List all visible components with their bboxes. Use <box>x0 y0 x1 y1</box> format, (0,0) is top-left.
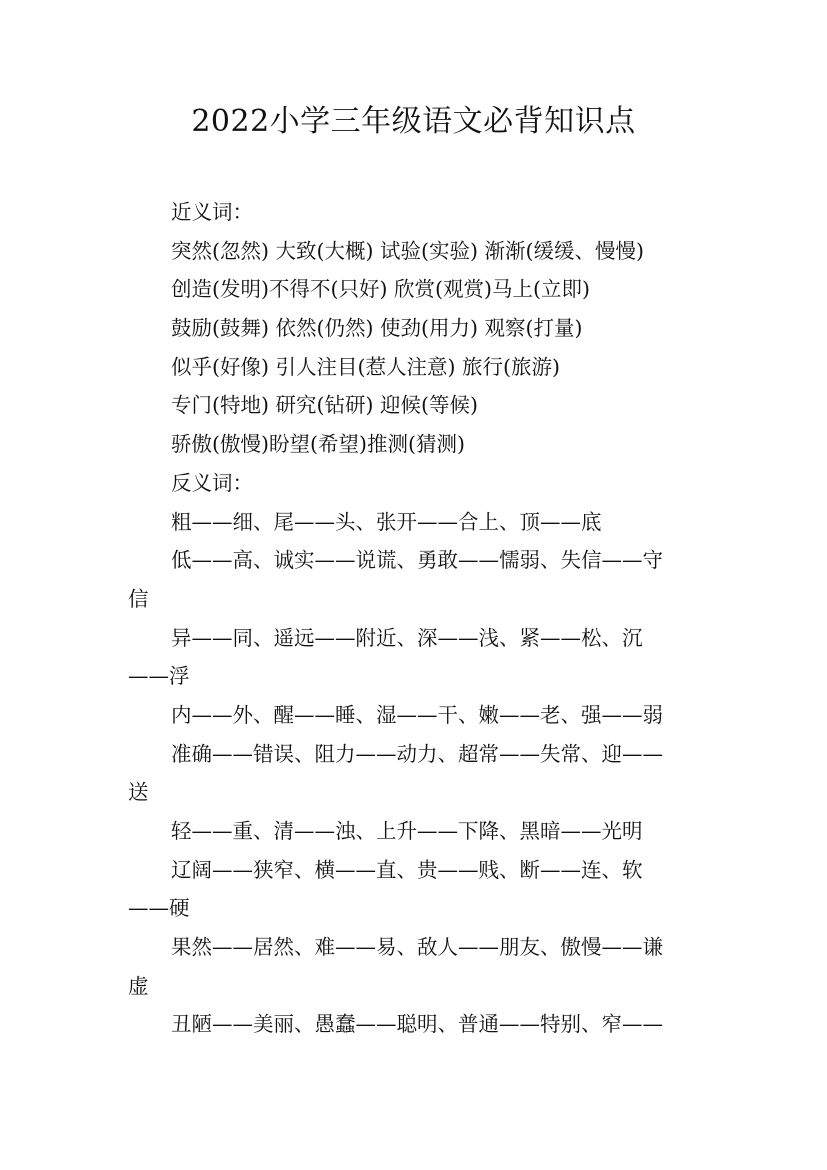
text-line: 内——外、醒——睡、湿——干、嫩——老、强——弱 <box>171 702 663 727</box>
text-line: 粗——细、尾——头、张开——合上、顶——底 <box>171 509 602 534</box>
text-line: ——硬 <box>128 896 190 921</box>
text-line: 创造(发明)不得不(只好) 欣赏(观赏)马上(立即) <box>171 277 590 302</box>
text-line: 异——同、遥远——附近、深——浅、紧——松、沉 <box>171 625 643 650</box>
page-title: 2022小学三年级语文必背知识点 <box>191 104 636 139</box>
text-line: 信 <box>128 586 149 611</box>
text-line: 送 <box>128 780 149 805</box>
text-line: 突然(忽然) 大致(大概) 试验(实验) 渐渐(缓缓、慢慢) <box>171 238 645 263</box>
text-line: 骄傲(傲慢)盼望(希望)推测(猜测) <box>171 432 465 457</box>
text-line: ——浮 <box>128 664 190 689</box>
text-line: 准确——错误、阻力——动力、超常——失常、迎—— <box>171 741 663 766</box>
text-line: 虚 <box>128 973 149 998</box>
section-heading-antonyms: 反义词： <box>171 470 253 495</box>
text-line: 专门(特地) 研究(钻研) 迎候(等候) <box>171 393 479 418</box>
text-line: 低——高、诚实——说谎、勇敢——懦弱、失信——守 <box>171 548 663 573</box>
text-line: 轻——重、清——浊、上升——下降、黑暗——光明 <box>171 819 643 843</box>
text-line: 辽阔——狭窄、横——直、贵——贱、断——连、软 <box>171 857 643 882</box>
text-line: 似乎(好像) 引人注目(惹人注意) 旅行(旅游) <box>171 354 561 379</box>
text-line: 丑陋——美丽、愚蠢——聪明、普通——特别、窄—— <box>171 1012 663 1037</box>
text-line: 果然——居然、难——易、敌人——朋友、傲慢——谦 <box>171 935 663 960</box>
section-heading-synonyms: 近义词： <box>171 200 253 224</box>
document-body <box>128 193 703 1044</box>
text-line: 鼓励(鼓舞) 依然(仍然) 使劲(用力) 观察(打量) <box>171 316 583 341</box>
